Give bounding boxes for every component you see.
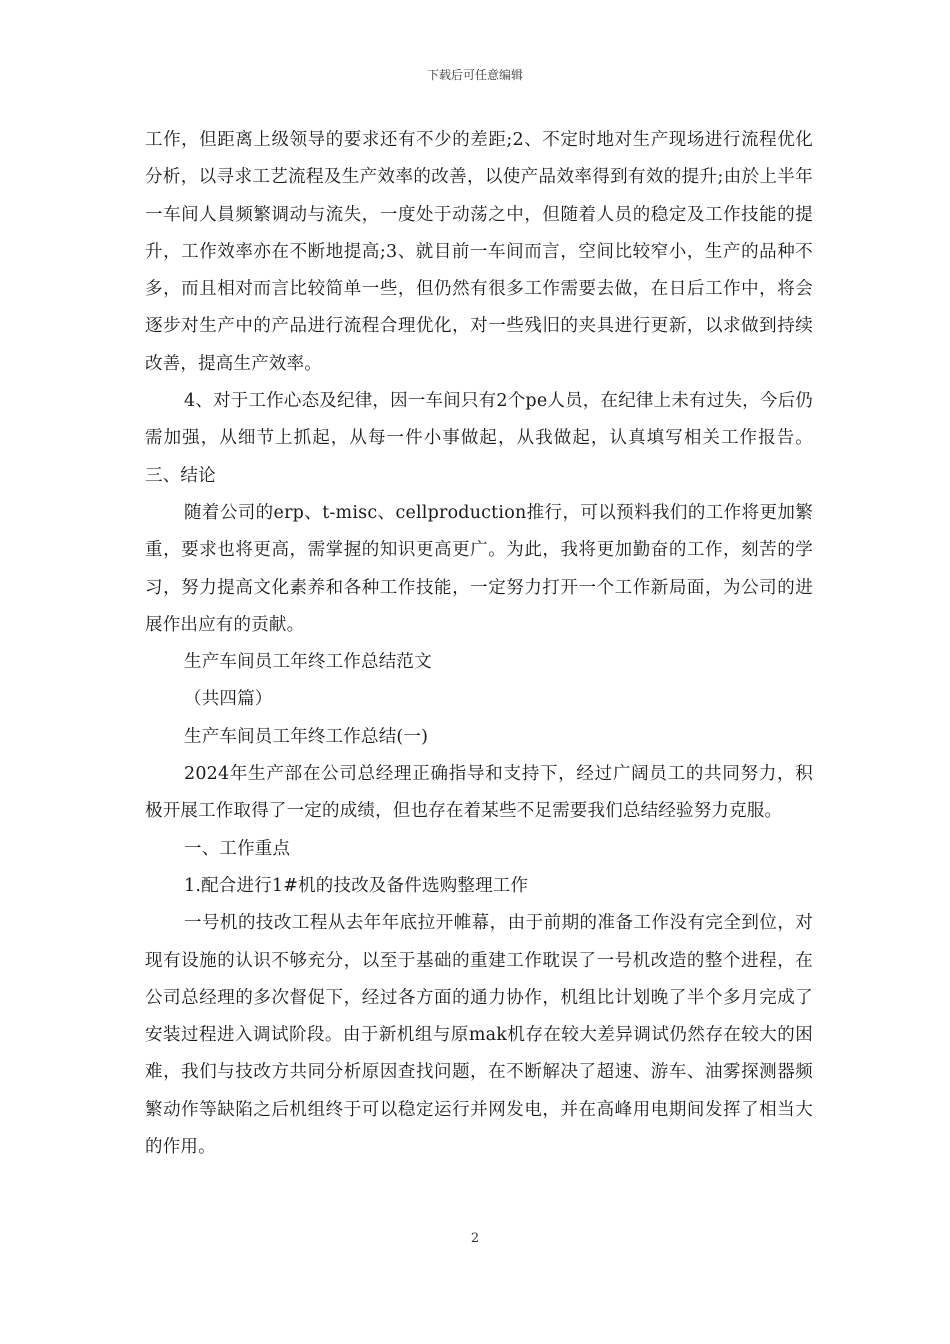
article-heading: 生产车间员工年终工作总结(一) — [184, 726, 429, 747]
section-subtitle: （共四篇） — [184, 689, 273, 710]
paragraph-continuation: 工作，但距离上级领导的要求还有不少的差距;2、不定时地对生产现场进行流程优化分析，以寻求工艺流程及生产效率的改善，以使产品效率得到有效的提升;由於上半年一车间人員频繁调动与流失，一度处于动荡之中，但随着人员的稳定及工作技能的提升，工作效率亦在不断地提高;3、就目前一车间而言，空间比较窄小，生产的品种不多，而且相对而言比较简单一些，但仍然有很多工作需要去做，在日后工作中，将会逐步对生产中的产品进行流程合理优化，对一些残旧的夹具进行更新，以求做到持续改善，提高生产效率。 — [145, 130, 813, 374]
paragraph-item-1: 一号机的技改工程从去年年底拉开帷幕，由于前期的准备工作没有完全到位，对现有设施的认识不够充分，以至于基础的重建工作耽误了一号机改造的整个进程，在公司总经理的多次督促下，经过各方面的通力协作，机组比计划晚了半个多月完成了安装过程进入调试阶段。由于新机组与原mak机存在较大差异调试仍然存在较大的困难，我们与技改方共同分析原因查找问题，在不断解决了超速、游车、油雾探测器频繁动作等缺陷之后机组终于可以稳定运行并网发电，并在高峰用电期间发挥了相当大的作用。 — [145, 913, 813, 1158]
heading-item-1: 1.配合进行1#机的技改及备件选购整理工作 — [184, 875, 529, 896]
page-number: 2 — [470, 1231, 480, 1246]
heading-work-focus: 一、工作重点 — [184, 838, 291, 859]
document-body — [145, 122, 813, 1166]
paragraph-discipline: 4、对于工作心态及纪律，因一车间只有2个pe人员，在纪律上未有过失，今后仍需加强，从细节上抓起，从每一件小事做起，从我做起，认真填写相关工作报告。三、结论 — [145, 391, 813, 486]
header-note: 下载后可任意编辑 — [426, 68, 523, 82]
paragraph-conclusion: 随着公司的erp、t-misc、cellproduction推行，可以预料我们的工作将更加繁重，要求也将更高，需掌握的知识更高更广。为此，我将更加勤奋的工作，刻苦的学习，努力提高文化素养和各种工作技能，一定努力打开一个工作新局面，为公司的进展作出应有的贡献。 — [145, 502, 813, 635]
section-title: 生产车间员工年终工作总结范文 — [184, 652, 432, 673]
paragraph-intro: 2024年生产部在公司总经理正确指导和支持下，经过广阔员工的共同努力，积极开展工作取得了一定的成绩，但也存在着某些不足需要我们总结经验努力克服。 — [145, 764, 813, 822]
